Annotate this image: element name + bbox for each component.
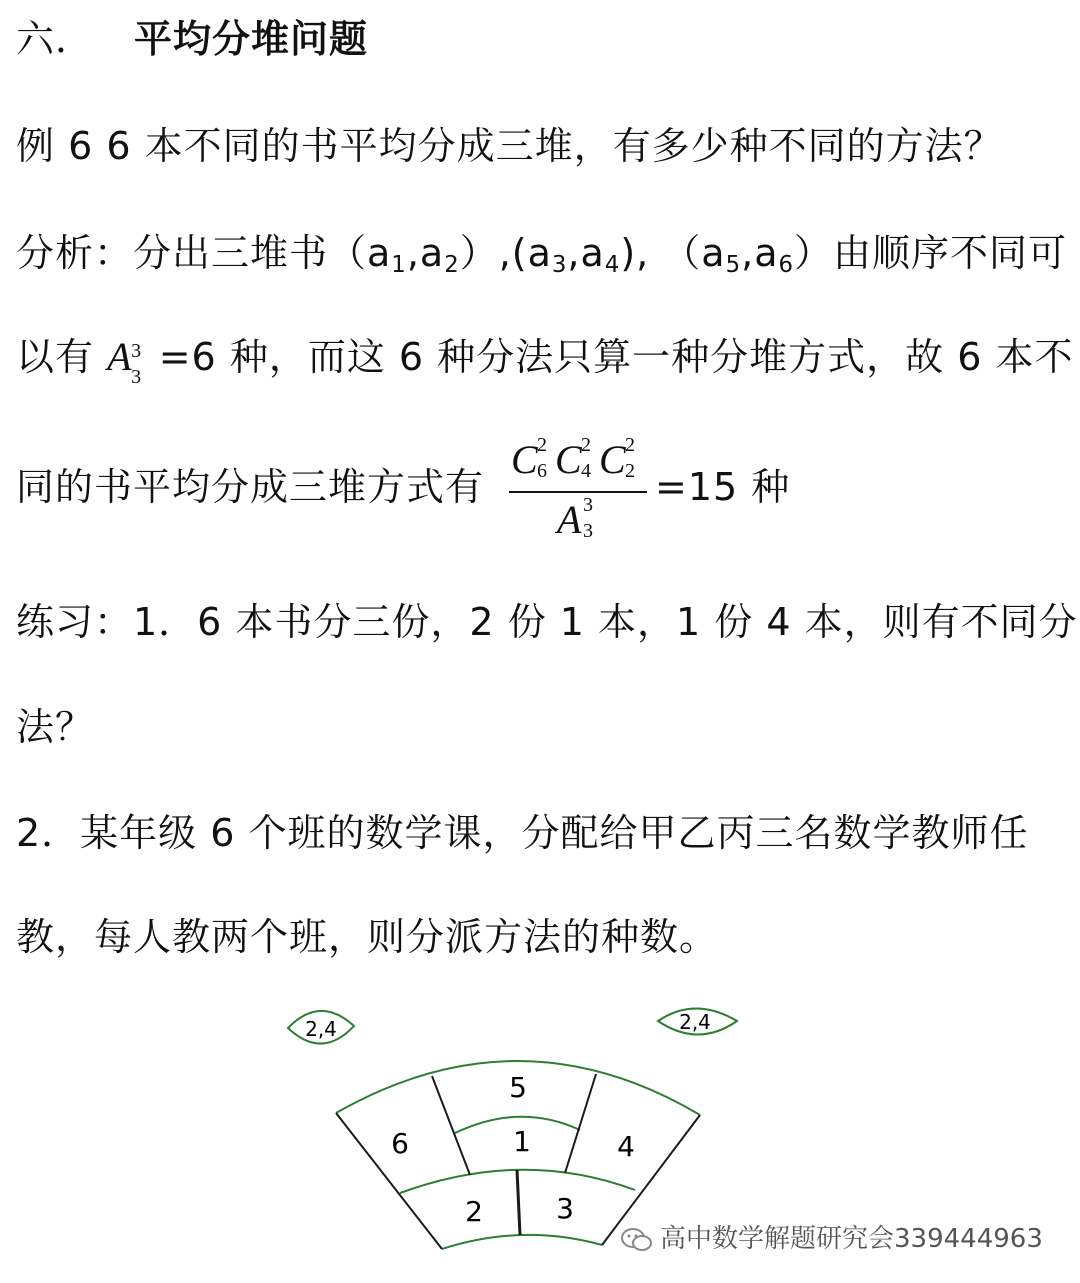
analysis-result: =15 种 [655,465,791,509]
fraction-bar [509,491,647,493]
arc-bottom [442,1235,602,1249]
comb-sub: 2 [625,460,635,482]
perm-sup: 3 [131,340,143,362]
perm-sub: 3 [583,520,593,542]
subscript: 6 [778,252,794,278]
leaf-right-label: 2,4 [679,1010,711,1034]
permutation-symbol [107,334,143,388]
region-label-5: 5 [509,1071,527,1104]
section-number: 六． [16,17,95,61]
region-label-3: 3 [556,1192,574,1225]
practice-1-line-1: 练习：1．6 本书分三份，2 份 1 本，1 份 4 本，则有不同分 [16,600,1078,644]
analysis-text: ）由顺序不同可 [794,231,1068,275]
analysis-text: =6 种，而这 6 种分法只算一种分堆方式，故 6 本不 [158,335,1074,379]
leaf-left [288,1011,354,1044]
analysis-line-2 [16,332,1074,388]
subscript: 3 [551,252,568,278]
comb-letter: C [599,437,626,482]
perm-sub: 3 [131,366,143,388]
subscript: 2 [444,252,460,278]
perm-letter: A [557,497,582,542]
leaf-left-label: 2,4 [305,1017,337,1041]
comb-letter: C [511,437,538,482]
wechat-icon [620,1226,654,1254]
comb-sup: 2 [537,434,547,456]
region-label-6: 6 [391,1127,409,1160]
comb-letter: C [555,437,582,482]
analysis-text: ), （a [620,231,726,275]
perm-sup: 3 [583,494,593,516]
leaf-right [658,1009,737,1035]
analysis-text: ,a [567,231,605,275]
comb-sup: 2 [581,434,591,456]
region-label-1: 1 [513,1125,531,1158]
analysis-text: 同的书平均分成三堆方式有 [16,465,485,509]
watermark-text: 高中数学解题研究会339444963 [660,1224,1043,1254]
analysis-line-3 [16,462,484,512]
combination-fraction [505,436,650,546]
analysis-text: ,a [741,231,779,275]
example-question: 例 6 6 本不同的书平均分成三堆，有多少种不同的方法？ [16,124,1003,168]
region-label-2: 2 [465,1195,483,1228]
section-heading [16,14,368,64]
practice-2-line-2: 教，每人教两个班，则分派方法的种数。 [16,915,719,959]
subscript: 5 [725,252,742,278]
practice-2-line-1: 2．某年级 6 个班的数学课，分配给甲乙丙三名数学教师任 [16,811,1029,855]
comb-sub: 6 [537,460,547,482]
subscript: 1 [391,252,407,278]
analysis-text: 以有 [16,335,95,379]
analysis-text: ,a [406,231,445,275]
practice-1-line-2: 法？ [16,705,95,749]
perm-letter: A [107,334,133,379]
analysis-text: 分析：分出三堆书（a [16,231,392,275]
region-label-4: 4 [617,1130,635,1163]
analysis-text: ）,(a [459,231,552,275]
comb-sup: 2 [625,434,635,456]
watermark [620,1218,1043,1255]
subscript: 4 [604,252,621,278]
section-title: 平均分堆问题 [134,17,369,61]
comb-sub: 4 [581,460,591,482]
analysis-line-1 [16,228,1067,290]
